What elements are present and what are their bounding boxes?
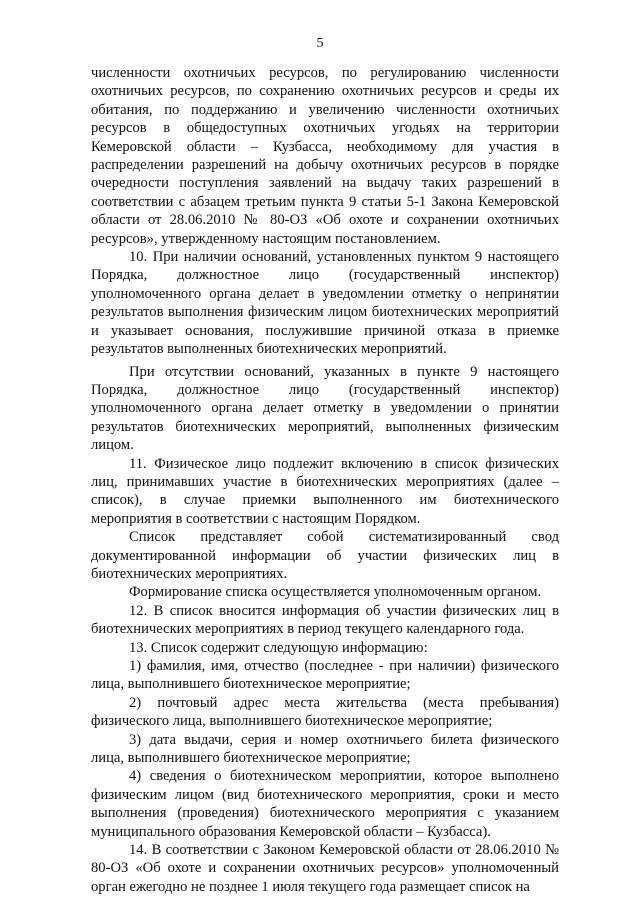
paragraph-item-10: 10. При наличии оснований, установленных пунктом 9 настоящего Порядка, должностное лицо (государственный инспектор) уполномоченного органа делает в уведомлении отметку о непринятии результатов выполнения физическим лицом биотехнических мероприятий и указывает основания, послужившие причиной отказа в приемке результатов выполненных биотехнических мероприятий. <box>91 249 559 358</box>
page-number: 5 <box>316 36 324 51</box>
paragraph-item-10-absence: При отсутствии оснований, указанных в пункте 9 настоящего Порядка, должностное лицо (государственный инспектор) уполномоченного органа делает отметку в уведомлении о принятии результатов биотехнических мероприятий, выполненных физическим лицом. <box>91 363 559 454</box>
list-item-4: 4) сведения о биотехническом мероприятии, которое выполнено физическим лицом (вид биотехнического мероприятия, сроки и место выполнения (проведения) биотехнического мероприятия с указанием муниципального образования Кемеровской области – Кузбасса). <box>91 768 559 840</box>
paragraph-list-formation: Формирование списка осуществляется уполномоченным органом. <box>129 584 542 601</box>
list-item-3: 3) дата выдачи, серия и номер охотничьего билета физического лица, выполнившего биотехническое мероприятие; <box>91 731 559 767</box>
paragraph-item-11: 11. Физическое лицо подлежит включению в список физических лиц, принимавших участие в биотехнических мероприятиях (далее – список), в случае приемки выполненного им биотехнического мероприятия в соответствии с настоящим Порядком. <box>91 455 559 527</box>
paragraph-list-definition: Список представляет собой систематизированный свод документированной информации об участии физических лиц в биотехнических мероприятиях. <box>91 529 559 582</box>
list-item-1: 1) фамилия, имя, отчество (последнее - при наличии) физического лица, выполнившего биотехническое мероприятие; <box>91 658 559 693</box>
paragraph-item-12: 12. В список вносится информация об участии физических лиц в биотехнических мероприятиях в период текущего календарного года. <box>91 602 559 638</box>
paragraph-item-14: 14. В соответствии с Законом Кемеровской области от 28.06.2010 № 80-ОЗ «Об охоте и сохранении охотничьих ресурсов» уполномоченный орган ежегодно не позднее 1 июля текущего года размещает список на <box>91 842 559 895</box>
paragraph-continuation: численности охотничьих ресурсов, по регулированию численности охотничьих ресурсов, по сохранению охотничьих ресурсов и среды их обитания, по поддержанию и увеличению численности охотничьих ресурсов в общедоступных охотничьих угодьях на территории Кемеровской области – Кузбасса, необходимому для участия в распределении разрешений на добычу охотничьих ресурсов в порядке очередности поступления заявлений на выдачу таких разрешений в соответствии с абзацем третьим пункта 9 статьи 5-1 Закона Кемеровской области от 28.06.2010 № 80-ОЗ «Об охоте и сохранении охотничьих ресурсов», утвержденному настоящим постановлением. <box>91 65 559 247</box>
list-item-2: 2) почтовый адрес места жительства (места пребывания) физического лица, выполнившего биотехническое мероприятие; <box>91 694 559 730</box>
document-body <box>91 64 559 896</box>
paragraph-item-13: 13. Список содержит следующую информацию: <box>129 639 428 656</box>
